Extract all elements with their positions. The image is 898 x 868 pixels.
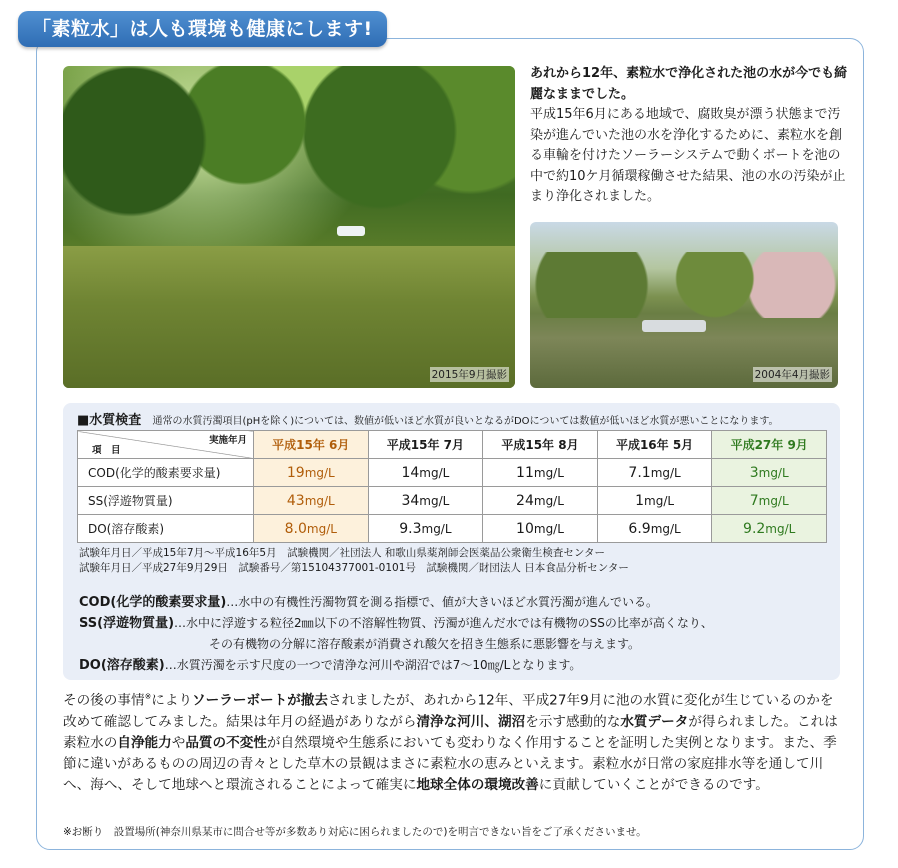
definition-ss: SS(浮遊物質量)…水中に浮遊する粒径2㎜以下の不溶解性物質、汚濁が進んだ水では有機物のSSの比率が高くなり、 その有機物の分解に溶存酸素が消費され酸欠を招き生態系に悪影響を与えます。 xyxy=(79,616,713,651)
table-cell: 10mg/L xyxy=(483,515,598,543)
page-title-banner: 「素粒水」は人も環境も健康にします! xyxy=(18,11,387,47)
definition-do: DO(溶存酸素)…水質汚濁を示す尺度の一つで清浄な河川や湖沼では7～10㎎/Lとなります。 xyxy=(79,658,582,673)
table-cell: 24mg/L xyxy=(483,487,598,515)
intro-text xyxy=(530,64,850,208)
table-row xyxy=(78,459,827,487)
table-cell: 3mg/L xyxy=(712,459,827,487)
water-quality-title: ■水質検査 xyxy=(77,413,142,428)
water-quality-panel xyxy=(63,403,840,680)
test-note: 試験年月日／平成15年7月～平成16年5月 試験機関／社団法人 和歌山県薬剤師会医薬品公衆衛生検査センター xyxy=(79,547,605,559)
photo-solar-boat xyxy=(642,320,706,332)
water-quality-table xyxy=(77,430,827,543)
table-cell: 43mg/L xyxy=(254,487,369,515)
photo-trees xyxy=(63,66,515,253)
column-header: 平成15年 7月 xyxy=(368,431,483,459)
photo-trees xyxy=(530,252,838,318)
table-corner xyxy=(78,431,254,459)
intro-body: 平成15年6月にある地域で、腐敗臭が漂う状態まで汚染が進んでいた池の水を浄化するために、素粒水を創る車輪を付けたソーラーシステムで動くボートを池の中で約10ケ月循環稼働させた結果、池の水の汚染が止まり浄化されました。 xyxy=(530,107,846,204)
table-cell: 9.3mg/L xyxy=(368,515,483,543)
table-header-row xyxy=(78,431,827,459)
water-quality-header xyxy=(77,409,779,428)
intro-lead: あれから12年、素粒水で浄化された池の水が今でも綺麗なままでした。 xyxy=(530,66,848,102)
pond-photo-2015 xyxy=(63,66,515,388)
column-header: 平成27年 9月 xyxy=(712,431,827,459)
photo-boat xyxy=(337,226,365,236)
table-cell: 7mg/L xyxy=(712,487,827,515)
photo-caption-2004: 2004年4月撮影 xyxy=(754,369,830,381)
body-paragraph: その後の事情※によりソーラーボートが撤去されましたが、あれから12年、平成27年9月に池の水質に変化が生じているのかを改めて確認してみました。結果は年月の経過がありながら清浄な河川、湖沼を示す感動的な水質データが得られました。これは素粒水の自浄能力や品質の不変性が自然環境や生態系においても変わりなく作用することを証明した実例となります。また、季節に違いがあるものの周辺の青々とした草木の景観はまさに素粒水の恵みといえます。素粒水が日常の家庭排水等を通して川へ、海へ、そして地球へと環流されることによって確実に地球全体の環境改善に貢献していくことができるのです。 xyxy=(63,692,838,794)
corner-item-label: 項 目 xyxy=(92,445,121,456)
photo-caption-2015: 2015年9月撮影 xyxy=(431,369,507,381)
table-row xyxy=(78,487,827,515)
definitions xyxy=(79,592,824,676)
table-cell: 34mg/L xyxy=(368,487,483,515)
table-cell: 14mg/L xyxy=(368,459,483,487)
row-label: COD(化学的酸素要求量) xyxy=(78,459,254,487)
table-cell: 9.2mg/L xyxy=(712,515,827,543)
test-notes xyxy=(79,546,629,576)
table-cell: 8.0mg/L xyxy=(254,515,369,543)
corner-date-label: 実施年月 xyxy=(208,435,247,446)
table-cell: 1mg/L xyxy=(597,487,712,515)
column-header: 平成16年 5月 xyxy=(597,431,712,459)
row-label: SS(浮遊物質量) xyxy=(78,487,254,515)
row-label: DO(溶存酸素) xyxy=(78,515,254,543)
test-note: 試験年月日／平成27年9月29日 試験番号／第15104377001-0101号 試験機関／財団法人 日本食品分析センター xyxy=(79,562,629,574)
water-quality-note: 通常の水質汚濁項目(pHを除く)については、数値が低いほど水質が良いとなるがDOについては数値が低いほど水質が悪いことになります。 xyxy=(152,416,779,427)
table-cell: 11mg/L xyxy=(483,459,598,487)
table-cell: 19mg/L xyxy=(254,459,369,487)
column-header: 平成15年 8月 xyxy=(483,431,598,459)
pond-photo-2004 xyxy=(530,222,838,388)
definition-cod: COD(化学的酸素要求量)…水中の有機性汚濁物質を測る指標で、値が大きいほど水質汚濁が進んでいる。 xyxy=(79,595,659,610)
table-cell: 7.1mg/L xyxy=(597,459,712,487)
table-cell: 6.9mg/L xyxy=(597,515,712,543)
column-header: 平成15年 6月 xyxy=(254,431,369,459)
footnote: ※お断り 設置場所(神奈川県某市に問合せ等が多数あり対応に困られましたので)を明言できない旨をご了承くださいませ。 xyxy=(63,826,647,838)
table-row xyxy=(78,515,827,543)
